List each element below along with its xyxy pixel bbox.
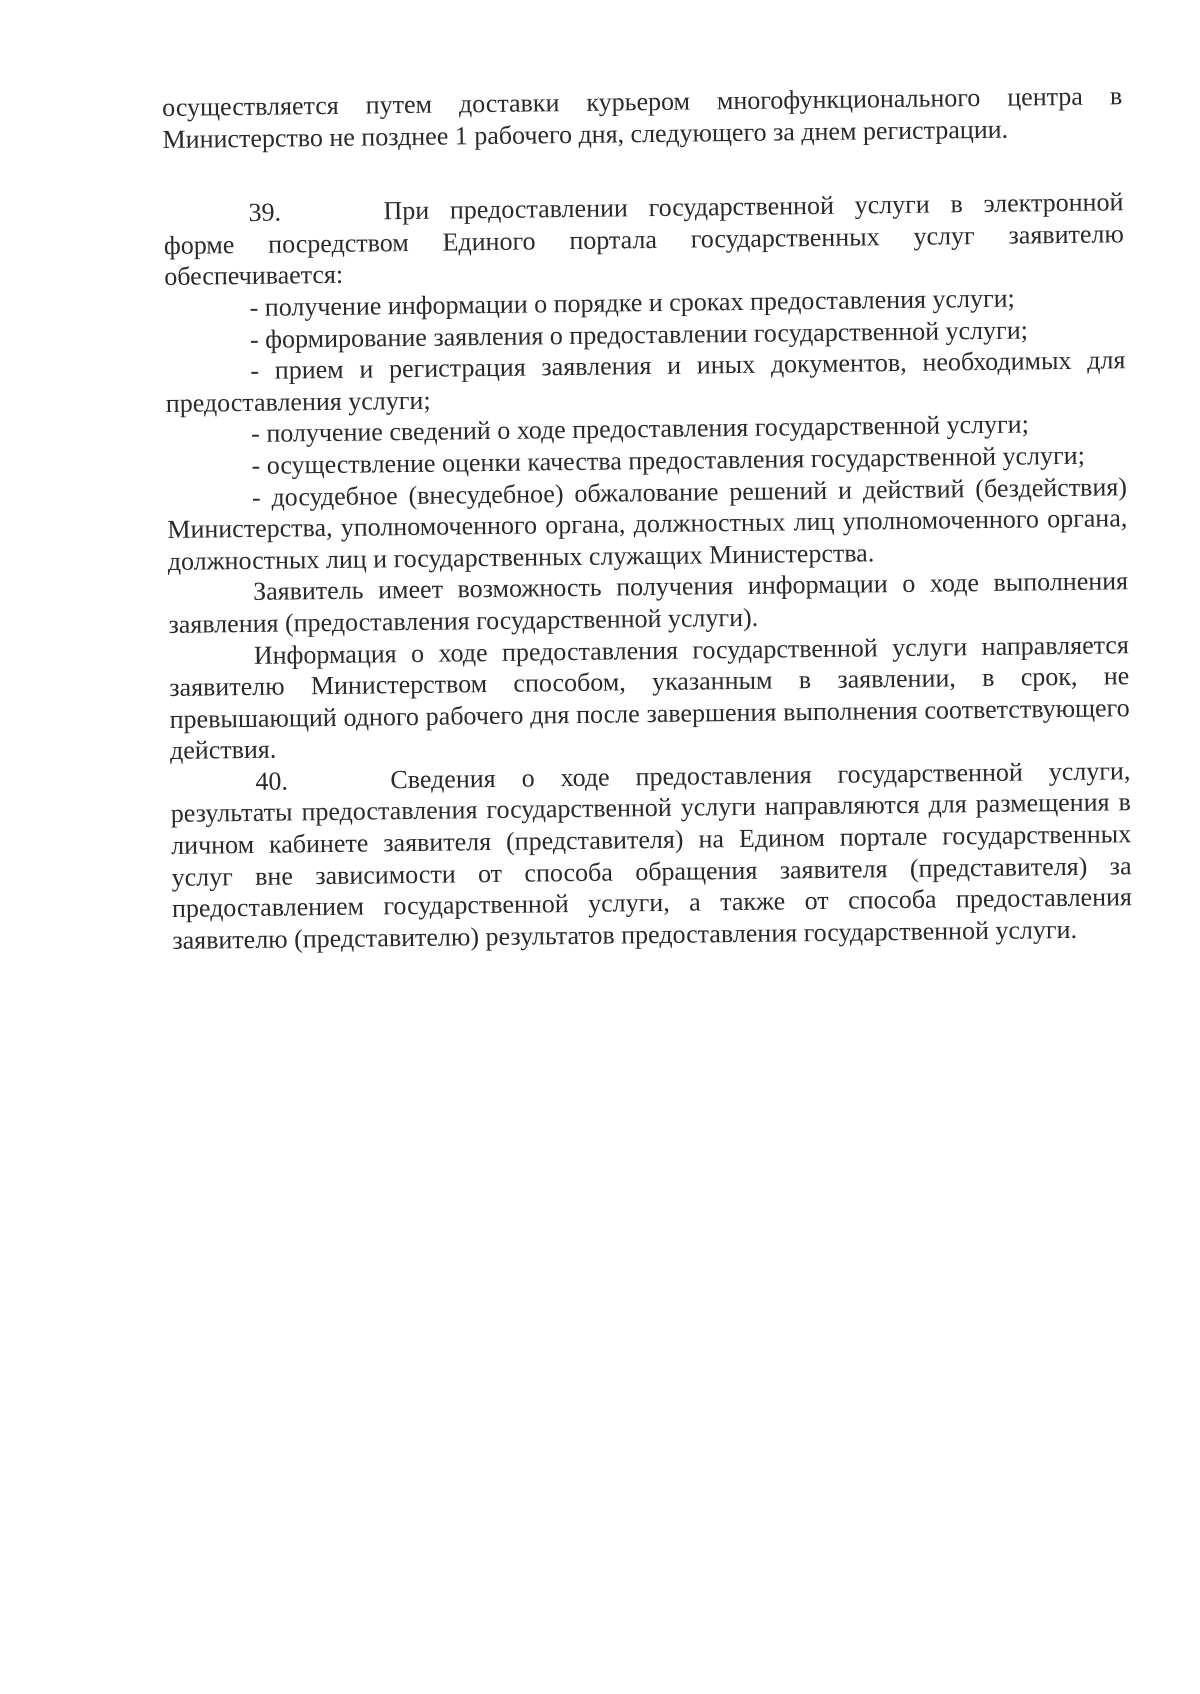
item-39-paragraph <box>163 186 1124 293</box>
applicant-info-paragraph: Заявитель имеет возможность получения информации о ходе выполнения заявления (предоставления государственной услуги). <box>168 566 1129 639</box>
intro-paragraph: осуществляется путем доставки курьером многофункционального центра в Министерство не позднее 1 рабочего дня, следующего за днем регистрации. <box>162 81 1123 154</box>
bullet-item: - досудебное (внесудебное) обжалование решений и действий (бездействия) Министерства, уполномоченного органа, должностных лиц уполномоченного органа, должностных лиц и государственных служащих Министерства. <box>167 471 1128 576</box>
document-body <box>162 80 1132 956</box>
item-39-text: При предоставлении государственной услуги в электронной форме посредством Единого портала государственных услуг заявителю обеспечивается: <box>163 187 1124 292</box>
item-40-paragraph <box>170 755 1132 956</box>
bullet-item: - прием и регистрация заявления и иных документов, необходимых для предоставления услуги; <box>165 345 1126 418</box>
info-delivery-paragraph: Информация о ходе предоставления государственной услуги направляется заявителю Министерством способом, указанным в заявлении, в срок, не превышающий одного рабочего дня после завершения выполнения соответствующего действия. <box>169 629 1130 766</box>
item-40-number: 40. <box>255 766 289 796</box>
item-40-text: Сведения о ходе предоставления государственной услуги, результаты предоставления государственной услуги направляются для размещения в личном кабинете заявителя (представителя) на Едином портале государственных услуг вне зависимости от способа обращения заявителя (представителя) за предоставлением государственной услуги, а также от способа предоставления заявителю (представителю) результатов предоставления государственной услуги. <box>170 756 1133 955</box>
bullet-item: - получение информации о порядке и сроках предоставления услуги; <box>249 283 1015 322</box>
bullet-item: - получение сведений о ходе предоставления государственной услуги; <box>251 409 1030 449</box>
bullet-item: - осуществление оценки качества предоставления государственной услуги; <box>251 440 1086 480</box>
item-39-number: 39. <box>248 197 282 228</box>
bullet-item: - формирование заявления о предоставлении государственной услуги; <box>249 315 1029 354</box>
